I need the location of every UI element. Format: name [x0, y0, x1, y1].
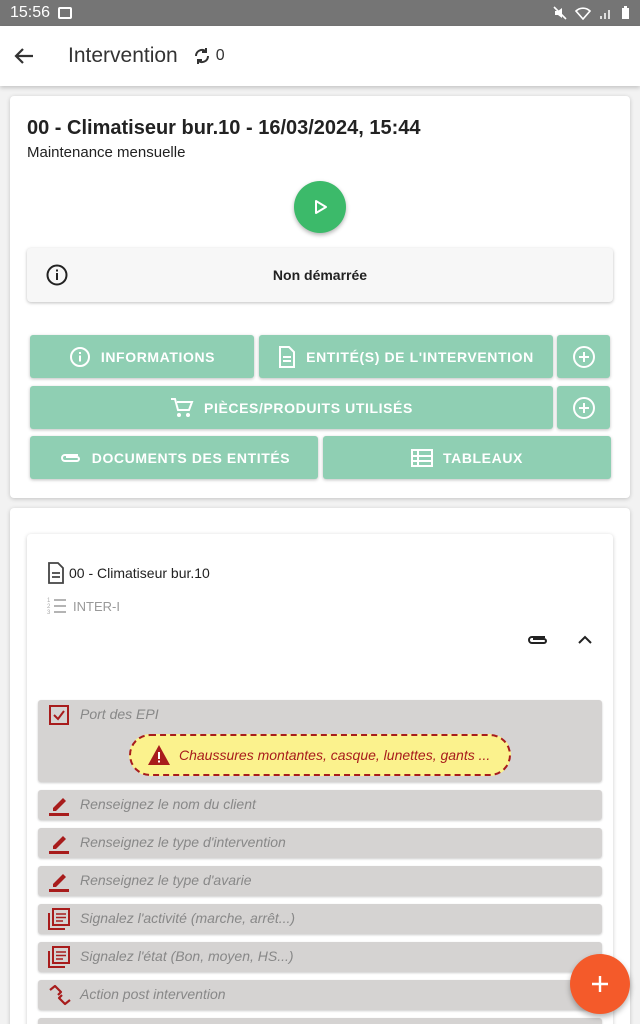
list-box-icon	[48, 908, 70, 930]
plus-icon	[590, 974, 610, 994]
entity-name	[47, 562, 210, 584]
pencil-icon	[48, 870, 70, 892]
checklist-item-label: Signalez l'état (Bon, moyen, HS...)	[80, 948, 294, 964]
status-panel	[27, 248, 613, 302]
add-part-button[interactable]	[557, 386, 610, 429]
intervention-subtitle: Maintenance mensuelle	[27, 144, 186, 161]
app-bar	[0, 26, 640, 86]
tables-label: TABLEAUX	[443, 449, 523, 466]
checklist-item-label: Port des EPI	[80, 706, 159, 722]
warning-badge	[129, 734, 511, 776]
checkbox-icon	[48, 704, 70, 726]
checklist-item-label: Signalez l'activité (marche, arrêt...)	[80, 910, 296, 926]
mute-icon	[553, 6, 567, 20]
intervention-title: 00 - Climatiseur bur.10 - 16/03/2024, 15:44	[27, 117, 421, 139]
add-entity-button[interactable]	[557, 335, 610, 378]
wifi-icon	[575, 6, 591, 20]
sync-icon	[192, 46, 212, 66]
checklist-item-epi[interactable]	[38, 700, 602, 782]
svg-text:3: 3	[47, 610, 51, 616]
numbered-list-icon	[47, 596, 67, 616]
chevron-up-icon[interactable]	[577, 634, 593, 646]
cart-icon	[170, 397, 194, 419]
checklist-item-client[interactable]	[38, 790, 602, 820]
gallery-notification-icon	[58, 7, 72, 19]
svg-text:1: 1	[47, 598, 51, 604]
tables-button[interactable]	[323, 436, 611, 479]
entity-card	[10, 508, 630, 1024]
warning-text: Chaussures montantes, casque, lunettes, gants ...	[179, 747, 491, 763]
checklist-item-more[interactable]	[38, 1018, 602, 1024]
add-circle-icon	[572, 345, 596, 369]
entity-actions	[525, 632, 593, 648]
intervention-card	[10, 96, 630, 498]
info-outline-icon	[69, 346, 91, 368]
warning-icon	[147, 744, 171, 766]
table-icon	[411, 449, 433, 467]
pencil-icon	[48, 832, 70, 854]
status-bar	[0, 0, 640, 26]
handshake-icon	[48, 984, 72, 1006]
info-icon	[45, 263, 69, 287]
arrow-left-icon	[13, 45, 35, 67]
sync-indicator[interactable]	[192, 46, 225, 66]
signal-icon	[599, 6, 613, 20]
informations-label: INFORMATIONS	[100, 348, 216, 365]
add-fab-button[interactable]	[570, 954, 630, 1014]
checklist-item-state[interactable]	[38, 942, 602, 972]
checklist-item-activity[interactable]	[38, 904, 602, 934]
attachment-icon	[58, 450, 82, 466]
sync-count: 0	[215, 47, 225, 64]
list-box-icon	[48, 946, 70, 968]
play-icon	[311, 198, 329, 216]
status-text: Non démarrée	[272, 267, 368, 283]
attachment-icon[interactable]	[525, 632, 549, 648]
status-time: 15:56	[10, 4, 51, 21]
checklist-item-failure-type[interactable]	[38, 866, 602, 896]
checklist-item-label: Renseignez le type d'avarie	[80, 872, 252, 888]
add-circle-icon	[572, 396, 596, 420]
entity-name-text: 00 - Climatiseur bur.10	[69, 565, 210, 581]
pencil-icon	[48, 794, 70, 816]
checklist-item-intervention-type[interactable]	[38, 828, 602, 858]
status-icons	[553, 6, 630, 20]
parts-products-button[interactable]	[30, 386, 553, 429]
entity-documents-label: DOCUMENTS DES ENTITÉS	[91, 449, 291, 466]
informations-button[interactable]	[30, 335, 254, 378]
checklist-item-label: Renseignez le type d'intervention	[80, 834, 286, 850]
entities-button[interactable]	[259, 335, 553, 378]
document-icon	[278, 346, 296, 368]
document-icon	[47, 562, 65, 584]
parts-products-label: PIÈCES/PRODUITS UTILISÉS	[204, 399, 413, 416]
entity-documents-button[interactable]	[30, 436, 318, 479]
battery-icon	[621, 6, 630, 20]
checklist-item-label: Renseignez le nom du client	[80, 796, 256, 812]
start-intervention-button[interactable]	[294, 181, 346, 233]
back-button[interactable]	[0, 32, 48, 80]
checklist-item-post-action[interactable]	[38, 980, 602, 1010]
entity-code	[47, 596, 120, 616]
page-title: Intervention	[68, 44, 178, 67]
entity-code-text: INTER-I	[73, 598, 120, 614]
svg-text:2: 2	[47, 604, 51, 610]
checklist-item-label: Action post intervention	[80, 986, 226, 1002]
entities-label: ENTITÉ(S) DE L'INTERVENTION	[306, 348, 534, 365]
